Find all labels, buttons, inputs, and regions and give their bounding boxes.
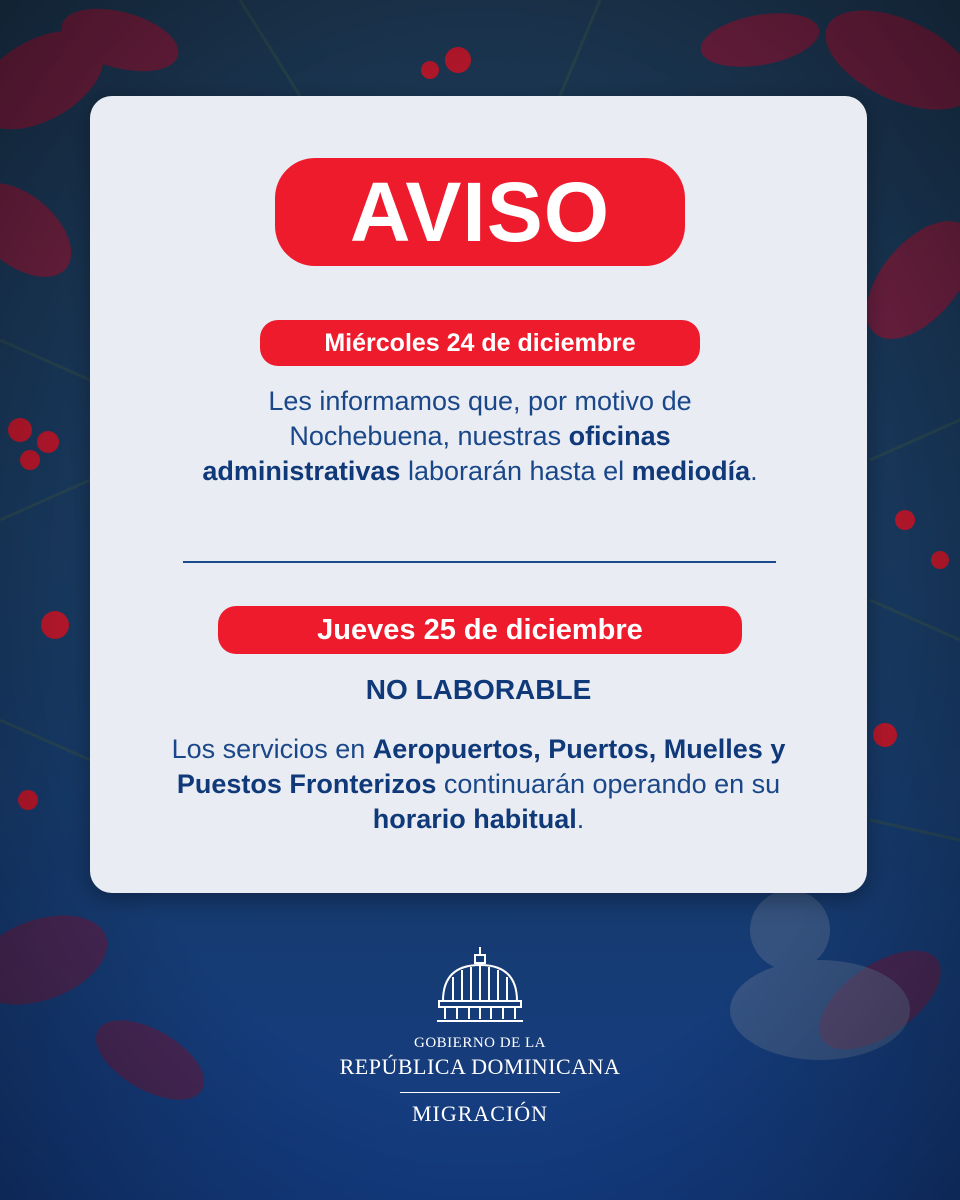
logo-divider (400, 1092, 560, 1093)
date-badge-25: Jueves 25 de diciembre (218, 606, 742, 654)
notice-card (90, 96, 867, 893)
logo-line-2: REPÚBLICA DOMINICANA (339, 1054, 621, 1079)
government-logo (300, 945, 660, 1127)
paragraph-text: . (750, 456, 758, 487)
notice-paragraph-25 (150, 732, 807, 837)
date-badge-24: Miércoles 24 de diciembre (260, 320, 700, 366)
paragraph-bold: mediodía (631, 456, 751, 487)
logo-line-1: GOBIERNO DE LA (414, 1035, 546, 1051)
paragraph-bold: oficinas administrativas (202, 421, 671, 487)
paragraph-text: Los servicios en (171, 734, 373, 764)
paragraph-bold: horario habitual (372, 804, 577, 835)
paragraph-text: Les informamos que, por motivo de Nochebuena, nuestras (268, 386, 692, 452)
logo-line-3: MIGRACIÓN (411, 1101, 549, 1126)
paragraph-bold: Aeropuertos, Puertos, Muelles y Puestos Fronterizos (176, 734, 786, 800)
aviso-badge (275, 158, 685, 266)
capitol-dome-icon (435, 945, 525, 1027)
paragraph-text: . (576, 804, 585, 835)
no-laborable-heading: NO LABORABLE (365, 674, 592, 705)
paragraph-text: continuarán operando en su (436, 769, 781, 800)
aviso-title: AVISO (349, 165, 611, 259)
paragraph-text: laborarán hasta el (400, 456, 632, 487)
notice-paragraph-24 (200, 384, 760, 489)
section-divider (183, 561, 776, 563)
